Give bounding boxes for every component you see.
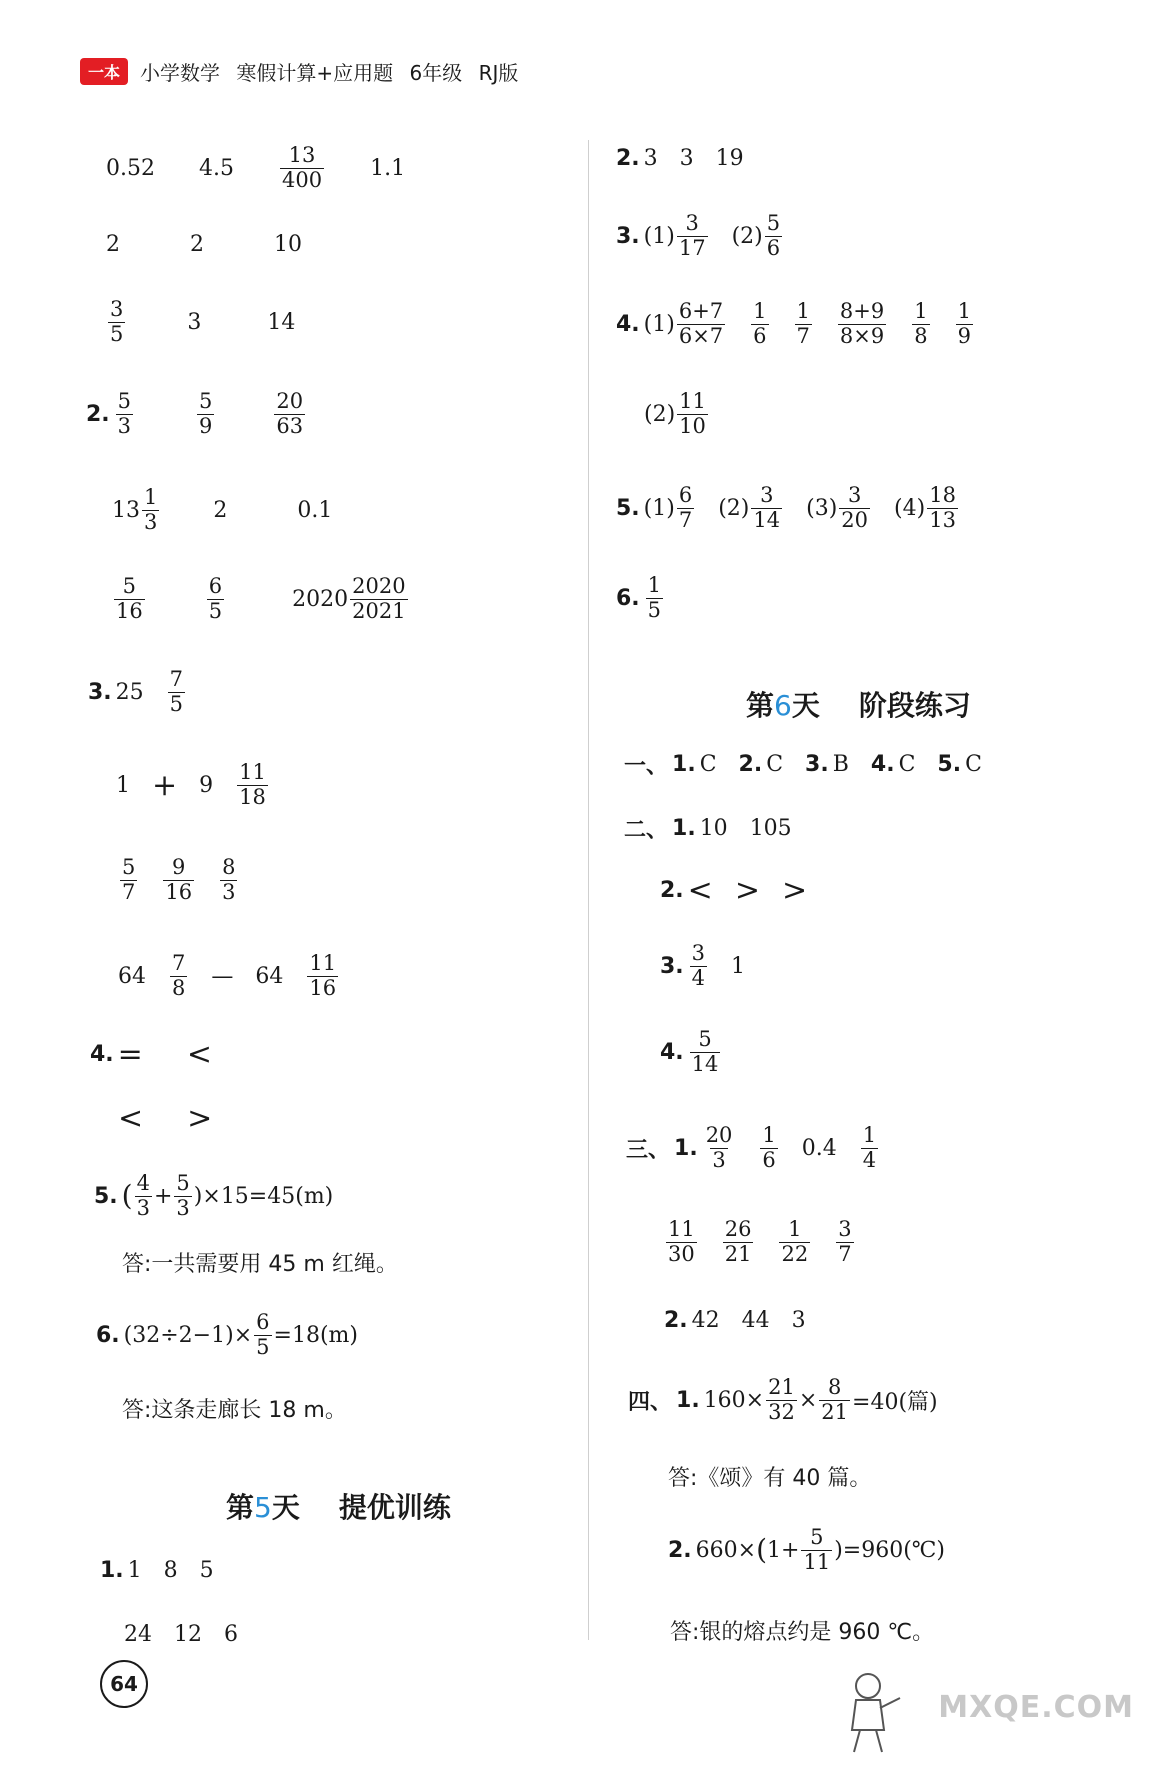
value: 3 (643, 145, 658, 171)
fraction: $\frac{9}{16}$ (165, 855, 193, 904)
page-number: 64 (100, 1660, 148, 1708)
value: 2 (106, 231, 120, 257)
right-row-s3 (626, 1118, 880, 1178)
question-number: 5. (937, 751, 962, 777)
value: 0.4 (801, 1135, 837, 1161)
value: 2 (190, 231, 204, 257)
value: 1 (127, 1557, 142, 1583)
answer: B (832, 751, 849, 777)
fraction: $\frac{5}{11}$ (803, 1525, 831, 1574)
left-answer-6: 答:这条走廊长 18 m。 (122, 1397, 347, 1423)
comparison-symbol: < (118, 1100, 144, 1136)
part-label: (4) (894, 495, 926, 521)
part-label: (1) (643, 311, 675, 337)
fraction: $\frac{7}{5}$ (169, 667, 184, 716)
value: 14 (267, 309, 296, 335)
right-answer-s4-2: 答:银的熔点约是 960 ℃。 (670, 1619, 935, 1645)
question-number: 2. (660, 877, 684, 903)
answer: C (766, 751, 784, 777)
question-number: 2. (86, 401, 110, 427)
comparison-symbol: < (186, 1036, 212, 1072)
fraction: $\frac{11}{18}$ (239, 760, 266, 809)
value: 13 (112, 497, 140, 523)
part-label: (1) (643, 223, 675, 249)
fraction: $\frac{21}{32}$ (768, 1375, 795, 1424)
value: 8 (163, 1557, 178, 1583)
expression-tail: )×15=45(m) (193, 1183, 334, 1209)
section-label: 四、 (628, 1389, 673, 1415)
header-title: 小学数学 寒假计算+应用题 6年级 RJ版 (140, 60, 519, 85)
value: 10 (274, 231, 302, 257)
fraction: $\frac{5}{16}$ (116, 574, 143, 623)
fraction: $\frac{5}{9}$ (199, 389, 213, 438)
watermark: MXQE.COM (938, 1690, 1134, 1725)
left-answer-5: 答:一共需要用 45 m 红绳。 (122, 1251, 398, 1277)
fraction: $\frac{1}{8}$ (914, 299, 928, 348)
part-label: (1) (643, 495, 675, 521)
left-row-10 (118, 946, 340, 1006)
fraction: $\frac{3}{4}$ (691, 941, 706, 990)
question-number: 5. (616, 495, 640, 521)
column-divider (588, 140, 589, 1640)
value: 44 (741, 1307, 770, 1333)
question-number: 3. (660, 953, 684, 979)
expression-head: 160× (703, 1387, 765, 1413)
fraction: $\frac{6}{7}$ (678, 483, 693, 532)
operator: — (211, 963, 234, 989)
fraction: $\frac{11}{16}$ (309, 951, 337, 1000)
value: 1.1 (370, 155, 406, 181)
fraction: $\frac{20}{3}$ (705, 1123, 733, 1172)
fraction: $\frac{20}{63}$ (276, 389, 304, 438)
right-row-q6 (616, 568, 665, 628)
value: 6 (224, 1621, 238, 1647)
fraction: $\frac{1}{22}$ (781, 1217, 809, 1266)
question-number: 6. (616, 585, 640, 611)
section-label: 二、 (624, 817, 669, 843)
fraction: $\frac{3}{20}$ (841, 483, 869, 532)
fraction: $\frac{1}{4}$ (862, 1123, 877, 1172)
right-row-s3c (664, 1290, 806, 1350)
fraction: $\frac{8+9}{8\times 9}$ (839, 299, 885, 348)
left-row-17 (100, 1540, 214, 1600)
value: 64 (118, 963, 146, 989)
value: 1 (116, 772, 130, 798)
fraction: $\frac{18}{13}$ (929, 483, 956, 532)
right-row-q2 (616, 128, 744, 188)
fraction: $\frac{5}{14}$ (691, 1027, 719, 1076)
value: 3 (791, 1307, 806, 1333)
question-number: 4. (660, 1039, 684, 1065)
comparison-symbol: = (117, 1036, 143, 1072)
left-row-8 (116, 755, 270, 815)
fraction: $\frac{4}{3}$ (136, 1171, 150, 1220)
expression-head: (32÷2−1)× (123, 1322, 253, 1348)
brand-logo: 一本 (80, 58, 128, 85)
question-number: 5. (94, 1183, 118, 1209)
operator: + (152, 767, 178, 803)
question-number: 6. (96, 1322, 120, 1348)
fraction: $\frac{1}{6}$ (753, 299, 767, 348)
right-row-s1 (624, 734, 982, 794)
left-row-7 (88, 662, 187, 722)
fraction: $\frac{13}{400}$ (281, 143, 323, 192)
right-row-s2b (660, 860, 807, 920)
fraction: $\frac{6}{5}$ (256, 1310, 270, 1359)
question-number: 2. (616, 145, 640, 171)
left-row-6 (112, 569, 410, 629)
expression-tail: =40(篇) (852, 1389, 938, 1415)
fraction: $\frac{1}{3}$ (144, 485, 158, 534)
right-answer-s4-1: 答:《颂》有 40 篇。 (668, 1465, 872, 1491)
left-row-11 (90, 1024, 212, 1084)
value: 12 (174, 1621, 202, 1647)
fraction: $\frac{2020}{2021}$ (352, 574, 406, 623)
title-part: 第 (226, 1491, 255, 1524)
section-name: 阶段练习 (858, 689, 971, 722)
question-number: 4. (90, 1041, 114, 1067)
fraction: $\frac{26}{21}$ (724, 1217, 752, 1266)
right-row-s4 (628, 1370, 938, 1430)
question-number: 2. (664, 1307, 688, 1333)
value: 19 (715, 145, 744, 171)
title-part: 天 (791, 689, 820, 722)
fraction: $\frac{6+7}{6\times 7}$ (678, 299, 724, 348)
fraction: $\frac{3}{17}$ (678, 211, 706, 260)
fraction: $\frac{5}{3}$ (176, 1171, 190, 1220)
value: 42 (691, 1307, 720, 1333)
right-row-s4b (668, 1520, 945, 1580)
question-number: 1. (674, 1135, 698, 1161)
value: 0.52 (106, 155, 155, 181)
value: 1 (731, 953, 746, 979)
part-label: (2) (644, 401, 676, 427)
question-number: 3. (616, 223, 640, 249)
fraction: $\frac{1}{7}$ (796, 299, 810, 348)
fraction: $\frac{7}{8}$ (172, 951, 186, 1000)
fraction: $\frac{11}{30}$ (668, 1217, 695, 1266)
answer: C (699, 751, 717, 777)
section-title-day6 (746, 684, 971, 724)
right-row-q5 (616, 478, 960, 538)
fraction: $\frac{8}{21}$ (821, 1375, 849, 1424)
section-name: 提优训练 (338, 1491, 451, 1524)
expression-part: 1+ (767, 1537, 800, 1563)
comparison-symbol: < (687, 872, 713, 908)
value: 2 (213, 497, 228, 523)
question-number: 4. (616, 311, 640, 337)
value: 3 (679, 145, 694, 171)
value: 24 (124, 1621, 152, 1647)
value: 9 (199, 772, 214, 798)
right-row-s2c (660, 936, 745, 996)
left-row-15 (96, 1305, 358, 1365)
fraction: $\frac{3}{5}$ (110, 297, 124, 346)
fraction: $\frac{1}{6}$ (762, 1123, 776, 1172)
fraction: $\frac{8}{3}$ (222, 855, 236, 904)
mascot-icon (838, 1668, 908, 1758)
operator: + (153, 1183, 173, 1209)
part-label: (3) (806, 495, 838, 521)
fraction: $\frac{5}{7}$ (122, 855, 136, 904)
question-number: 3. (88, 679, 112, 705)
fraction: $\frac{5}{6}$ (766, 211, 781, 260)
fraction: $\frac{6}{5}$ (208, 574, 223, 623)
paren: ( (756, 1533, 768, 1566)
left-row-3 (106, 292, 295, 352)
left-row-9 (118, 850, 239, 910)
right-row-q3 (616, 206, 784, 266)
value: 0.1 (297, 497, 333, 523)
fraction: $\frac{3}{7}$ (838, 1217, 852, 1266)
right-row-s2d (660, 1022, 722, 1082)
answer: C (898, 751, 916, 777)
value: 25 (115, 679, 144, 705)
answer: C (965, 751, 982, 777)
left-row-5 (112, 480, 332, 540)
page-header (80, 56, 518, 86)
expression-tail: =18(m) (273, 1322, 358, 1348)
day-number: 5 (254, 1491, 272, 1524)
title-part: 第 (746, 689, 775, 722)
value: 4.5 (198, 155, 234, 181)
left-row-4 (86, 384, 307, 444)
question-number: 1. (100, 1557, 124, 1583)
title-part: 天 (271, 1491, 300, 1524)
left-row-12 (118, 1088, 212, 1148)
paren: ( (121, 1179, 133, 1212)
question-number: 1. (672, 751, 696, 777)
fraction: $\frac{1}{9}$ (957, 299, 971, 348)
value: 2020 (292, 586, 349, 612)
section-title-day5 (226, 1486, 451, 1526)
section-label: 三、 (626, 1137, 671, 1163)
section-label: 一、 (624, 753, 669, 779)
question-number: 4. (870, 751, 895, 777)
question-number: 3. (805, 751, 829, 777)
left-row-13 (94, 1166, 333, 1226)
right-row-s3b (664, 1212, 856, 1272)
question-number: 1. (672, 815, 696, 841)
operator: × (798, 1387, 818, 1413)
right-row-s2 (624, 798, 792, 858)
comparison-symbol: > (187, 1100, 213, 1136)
fraction: $\frac{5}{3}$ (117, 389, 132, 438)
left-row-18 (124, 1604, 238, 1664)
question-number: 2. (668, 1537, 692, 1563)
right-row-q4b (644, 384, 710, 444)
value: 105 (749, 815, 792, 841)
left-row-2 (106, 214, 302, 274)
comparison-symbol: > (734, 872, 760, 908)
question-number: 1. (676, 1387, 700, 1413)
fraction: $\frac{1}{5}$ (647, 573, 662, 622)
part-label: (2) (718, 495, 750, 521)
expression-tail: )=960(℃) (834, 1537, 946, 1563)
day-number: 6 (774, 689, 792, 722)
value: 3 (187, 309, 202, 335)
fraction: $\frac{3}{14}$ (753, 483, 781, 532)
value: 10 (699, 815, 728, 841)
value: 64 (255, 963, 284, 989)
fraction: $\frac{11}{10}$ (679, 389, 706, 438)
right-row-q4 (616, 294, 975, 354)
expression-head: 660× (695, 1537, 757, 1563)
part-label: (2) (731, 223, 763, 249)
value: 5 (199, 1557, 214, 1583)
question-number: 2. (738, 751, 763, 777)
comparison-symbol: > (781, 872, 808, 908)
left-row-1 (106, 138, 405, 198)
